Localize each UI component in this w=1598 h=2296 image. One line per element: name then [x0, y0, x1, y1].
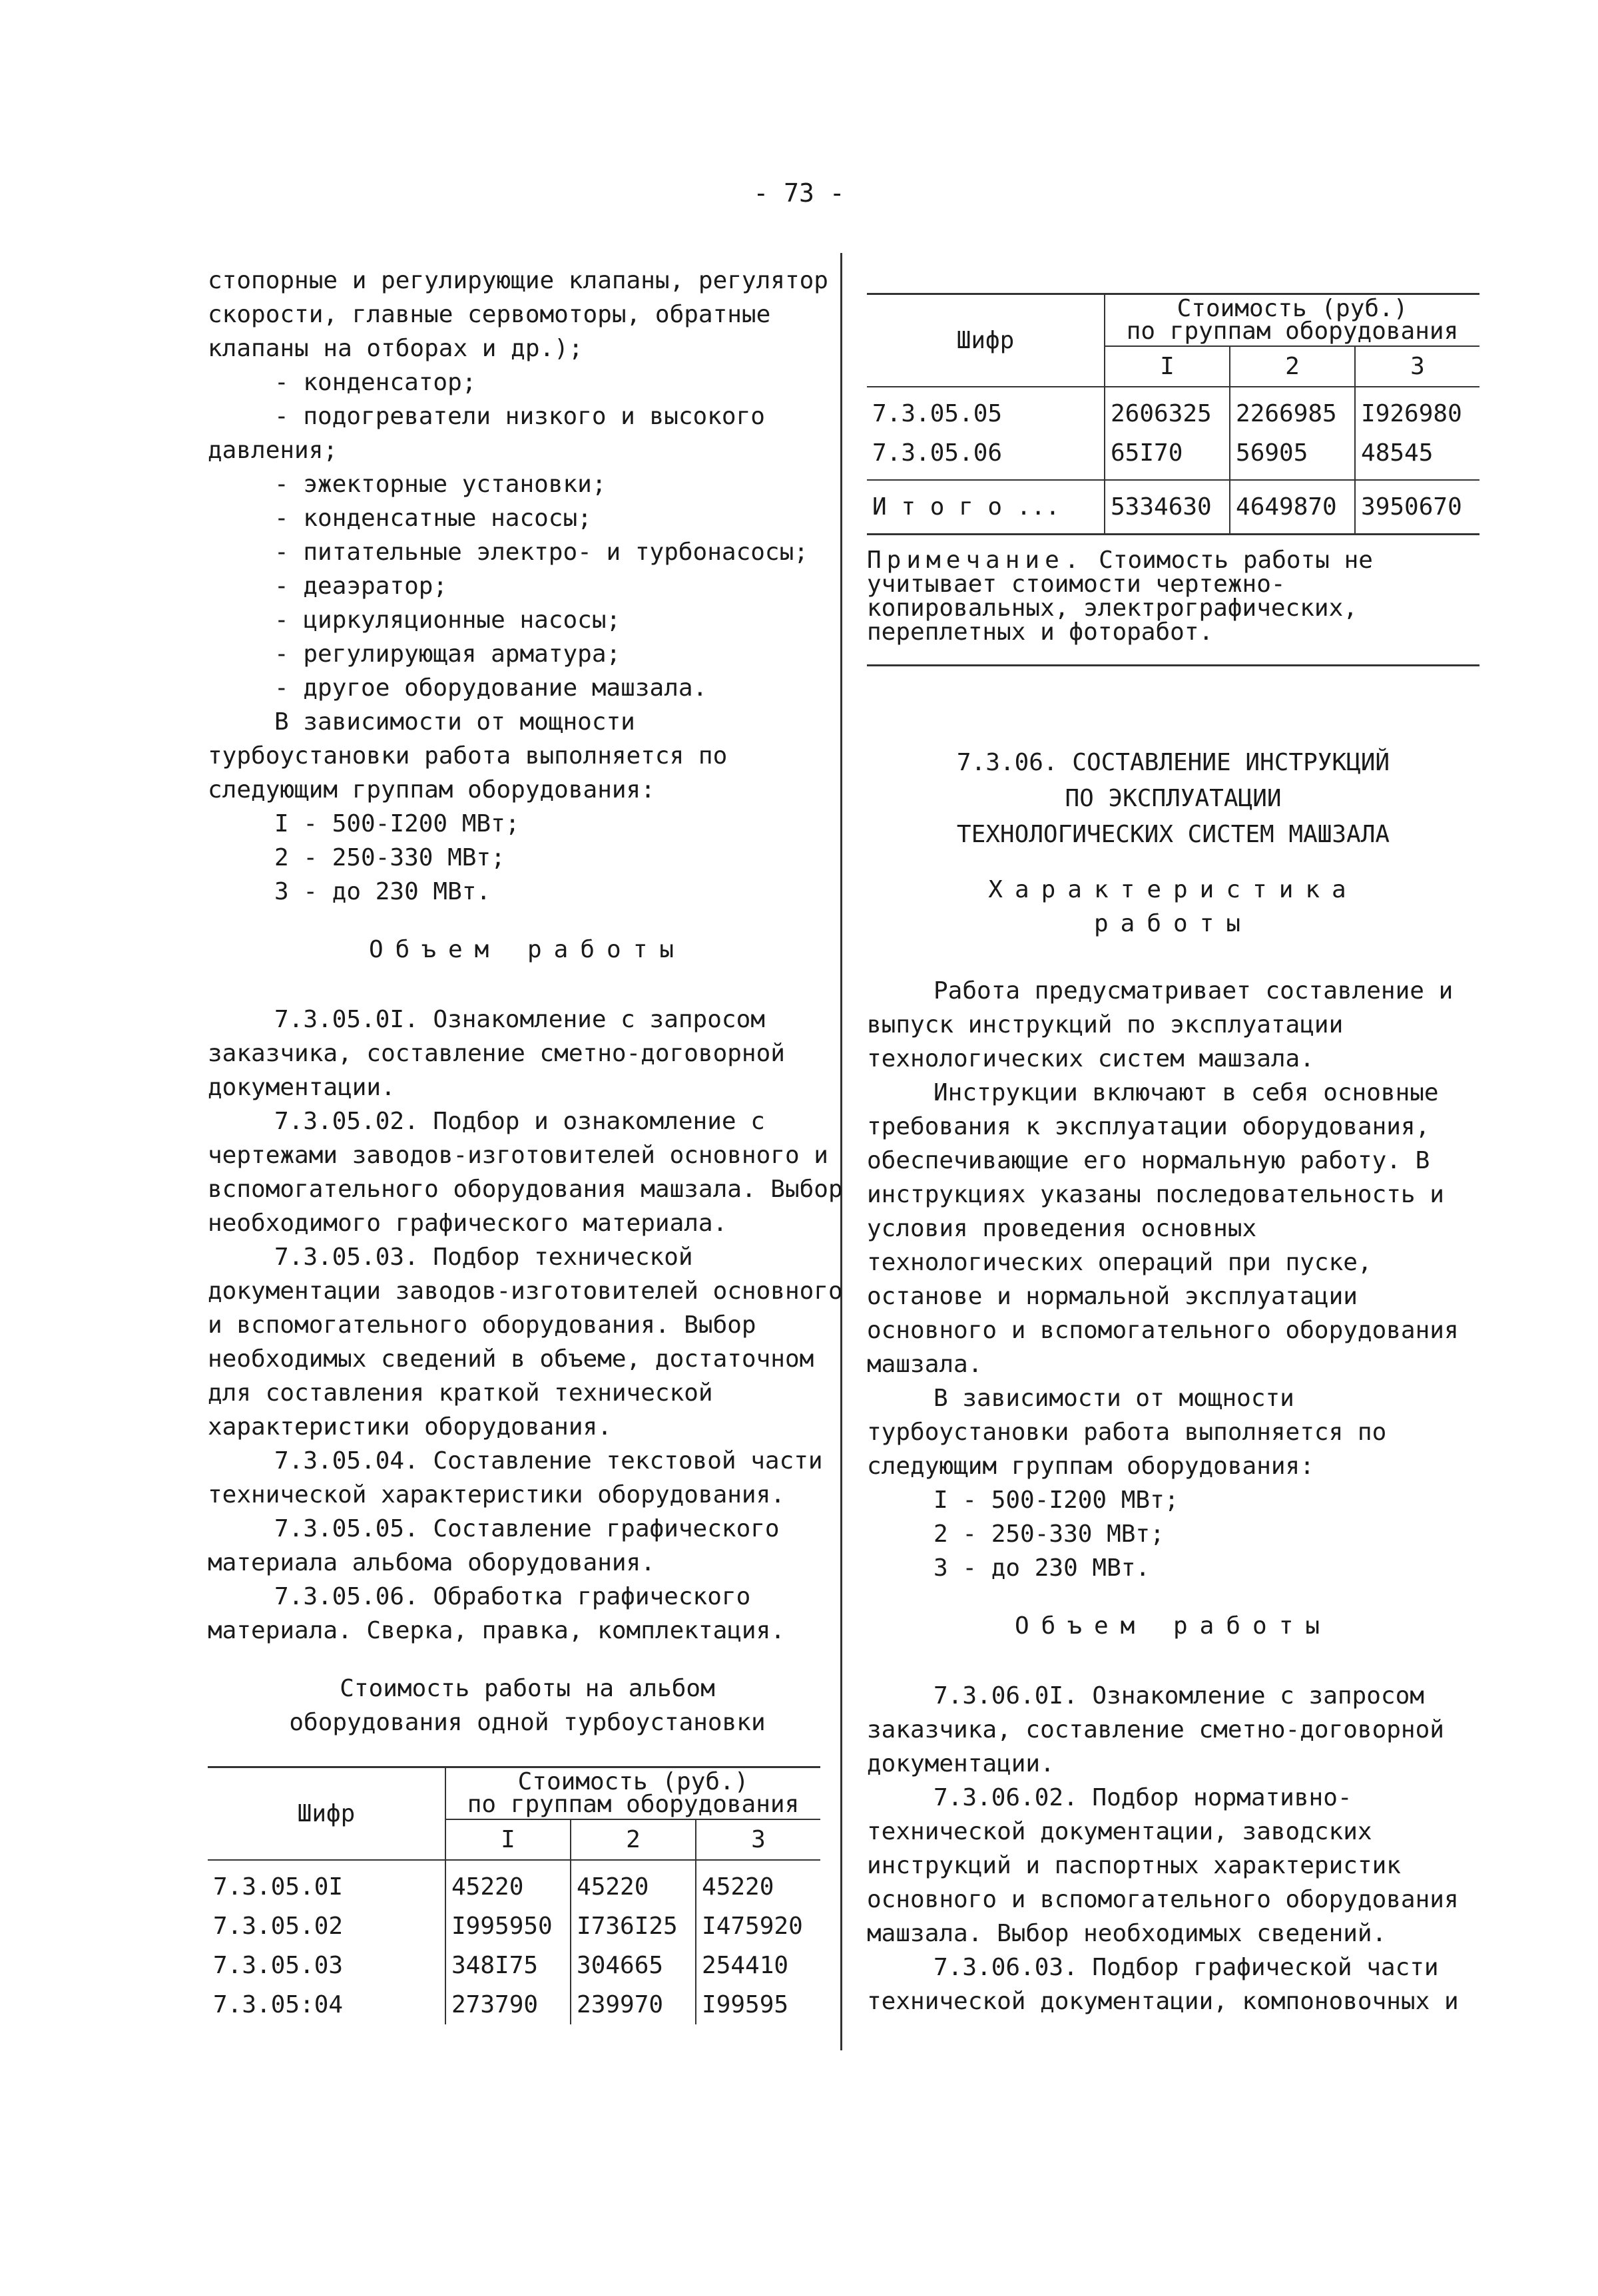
note-text: Стоимость работы не учитывает стоимости чертежно-копировальных, электрографических, переплетных и фоторабот. [867, 547, 1373, 646]
table-header-cost [1105, 294, 1479, 347]
list-item: - подогреватели низкого и высокого [274, 403, 765, 430]
table-cell-value: 45220 [445, 1860, 571, 1907]
table-header-group: 3 [696, 1819, 820, 1860]
table-row [867, 433, 1479, 480]
cost-table-left [208, 1766, 820, 2024]
table-cell-value: 254410 [696, 1946, 820, 1985]
table-cell-code: 7.3.05.06 [872, 439, 1003, 467]
work-item: 7.3.06.02. Подбор нормативно-технической документации, заводских инструкций и паспортных характеристик основного и вспомогательного оборудования машзала. Выбор необходимых сведений. [867, 1784, 1459, 1947]
table-caption [208, 1672, 847, 1739]
table-header-group: I [1105, 346, 1230, 387]
work-item: 7.3.05.0I. Ознакомление с запросом заказчика, составление сметно-договорной документации. [208, 1006, 785, 1101]
table-header-group: 2 [1230, 346, 1355, 387]
work-item: 7.3.05.04. Составление текстовой части технической характеристики оборудования. [208, 1447, 823, 1508]
table-header-group: 3 [1355, 346, 1479, 387]
table-total-label: И т о г о ... [872, 493, 1060, 521]
table-cell-value: 304665 [571, 1946, 696, 1985]
table-header-group: 2 [571, 1819, 696, 1860]
table-header-code: Шифр [867, 294, 1105, 387]
list-item-continued: давления; [208, 437, 338, 464]
table-header-cost-line: Стоимость (руб.) [517, 1768, 749, 1795]
body-paragraph: Инструкции включают в себя основные требования к эксплуатации оборудования, обеспечивающие его нормальную работу. В инструкциях указаны последовательность и условия проведения основных технологических операций при пуске, останове и нормальной эксплуатации основного и вспомогательного оборудования машзала. [867, 1079, 1459, 1378]
table-cell-value: 2606325 [1105, 387, 1230, 433]
body-paragraph: В зависимости от мощности турбоустановки работа выполняется по следующим группам оборудования: [867, 1385, 1387, 1480]
characteristic-heading-line: работы [1093, 910, 1253, 937]
list-item: - другое оборудование машзала. [274, 674, 708, 702]
table-cell-value: I736I25 [571, 1907, 696, 1946]
work-heading: Объем работы [368, 936, 686, 963]
table-cell-value: 48545 [1355, 433, 1479, 480]
intro-tail: стопорные и регулирующие клапаны, регулятор скорости, главные сервомоторы, обратные клапаны на отборах и др.); [208, 267, 828, 362]
table-cell-value: I995950 [445, 1907, 571, 1946]
table-header-code: Шифр [208, 1767, 445, 1861]
horizontal-rule [867, 664, 1479, 666]
group-item: 3 - до 230 МВт. [274, 878, 491, 905]
table-cell-code: 7.3.05.05 [872, 400, 1003, 427]
table-header-cost-line: Стоимость (руб.) [1177, 295, 1408, 322]
group-item: 2 - 250-330 МВт; [933, 1520, 1165, 1548]
work-item: 7.3.06.0I. Ознакомление с запросом заказчика, составление сметно-договорной документации. [867, 1682, 1444, 1777]
table-total-value: 3950670 [1355, 480, 1479, 535]
list-item: - конденсатор; [274, 369, 477, 396]
table-note [867, 549, 1479, 644]
section-title-line: 7.3.06. СОСТАВЛЕНИЕ ИНСТРУКЦИЙ [956, 749, 1390, 776]
table-cell-code: 7.3.05:04 [213, 1991, 344, 2018]
table-header-cost-line: по группам оборудования [467, 1791, 800, 1818]
table-cell-value: I475920 [696, 1907, 820, 1946]
table-cell-value: 45220 [571, 1860, 696, 1907]
list-item: - конденсатные насосы; [274, 505, 592, 532]
characteristic-heading [867, 873, 1479, 941]
right-column [867, 293, 1479, 2018]
group-item: 3 - до 230 МВт. [933, 1554, 1151, 1582]
list-item: - деаэратор; [274, 573, 448, 600]
table-cell-code: 7.3.05.02 [213, 1913, 344, 1940]
table-cell-value: 56905 [1230, 433, 1355, 480]
list-item: - циркуляционные насосы; [274, 606, 621, 634]
table-caption-line: оборудования одной турбоустановки [289, 1709, 766, 1736]
table-header-group: I [445, 1819, 571, 1860]
work-item: 7.3.05.02. Подбор и ознакомление с чертежами заводов-изготовителей основного и вспомогательного оборудования машзала. Выбор необходимого графического материала. [208, 1108, 843, 1237]
table-cell-value: 273790 [445, 1985, 571, 2024]
table-header-cost-line: по группам оборудования [1126, 318, 1459, 345]
note-label: Примечание. [867, 547, 1085, 574]
table-cell-code: 7.3.05.03 [213, 1952, 344, 1979]
table-cell-value: 348I75 [445, 1946, 571, 1985]
work-item: 7.3.05.06. Обработка графического материала. Сверка, правка, комплектация. [208, 1583, 785, 1644]
table-cell-value: 65I70 [1105, 433, 1230, 480]
page-number: - 73 - [753, 178, 845, 208]
table-cell-value: I926980 [1355, 387, 1479, 433]
table-row [208, 1946, 820, 1985]
table-header-cost [445, 1767, 820, 1820]
list-item: - регулирующая арматура; [274, 640, 621, 668]
work-item: 7.3.05.05. Составление графического материала альбома оборудования. [208, 1515, 780, 1576]
table-caption-line: Стоимость работы на альбом [340, 1675, 715, 1702]
table-cell-value: 2266985 [1230, 387, 1355, 433]
table-row [867, 387, 1479, 433]
list-item: - питательные электро- и турбонасосы; [274, 539, 808, 566]
characteristic-heading-line: Характеристика [988, 876, 1358, 903]
cost-table-right [867, 293, 1479, 535]
table-row [208, 1907, 820, 1946]
table-cell-value: I99595 [696, 1985, 820, 2024]
group-item: 2 - 250-330 МВт; [274, 844, 505, 871]
table-cell-code: 7.3.05.0I [213, 1873, 344, 1901]
section-title-line: ПО ЭКСПЛУАТАЦИИ [1065, 785, 1282, 812]
work-item: 7.3.05.03. Подбор технической документации заводов-изготовителей основного и вспомогательного оборудования. Выбор необходимых сведений в объеме, достаточном для составления краткой технической характеристики оборудования. [208, 1244, 843, 1441]
table-cell-value: 239970 [571, 1985, 696, 2024]
table-total-row [867, 480, 1479, 535]
work-item: 7.3.06.03. Подбор графической части технической документации, компоновочных и [867, 1954, 1459, 2015]
section-title-line: ТЕХНОЛОГИЧЕСКИХ СИСТЕМ МАШЗАЛА [956, 821, 1390, 848]
table-row [208, 1985, 820, 2024]
group-item: I - 500-I200 МВт; [933, 1487, 1179, 1514]
groups-paragraph: В зависимости от мощности турбоустановки работа выполняется по следующим группам оборудования: [208, 708, 728, 804]
table-total-value: 4649870 [1230, 480, 1355, 535]
work-heading: Объем работы [1014, 1612, 1332, 1640]
group-item: I - 500-I200 МВт; [274, 810, 520, 837]
table-row [208, 1860, 820, 1907]
table-total-value: 5334630 [1105, 480, 1230, 535]
body-paragraph: Работа предусматривает составление и выпуск инструкций по эксплуатации технологических систем машзала. [867, 977, 1454, 1072]
section-heading [867, 745, 1479, 853]
table-cell-value: 45220 [696, 1860, 820, 1907]
list-item: - эжекторные установки; [274, 471, 607, 498]
left-column [208, 264, 847, 2024]
